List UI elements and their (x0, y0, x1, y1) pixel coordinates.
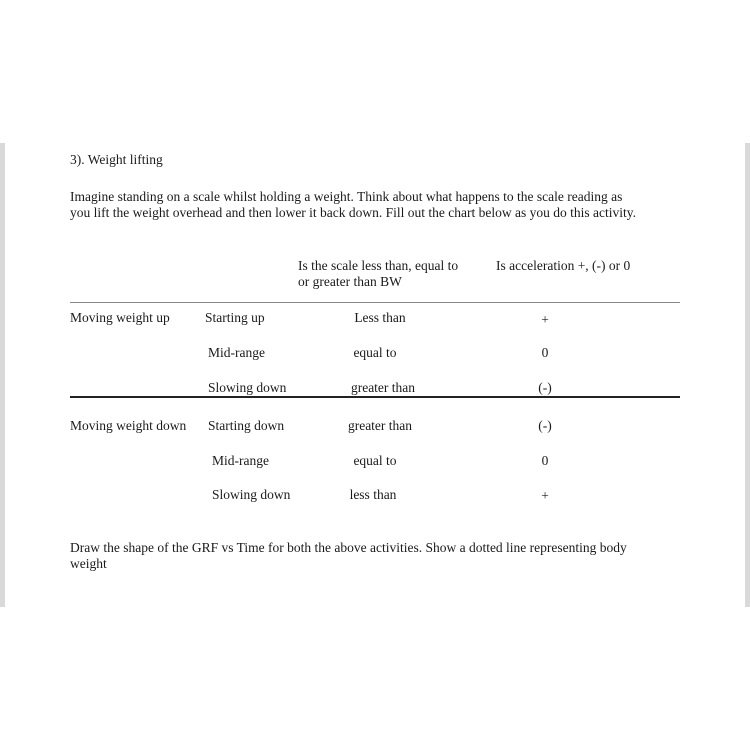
scale-cell: greater than (350, 380, 416, 395)
scale-cell: equal to (353, 453, 397, 468)
phase-cell: Slowing down (208, 380, 287, 395)
header-acceleration: Is acceleration +, (-) or 0 (496, 258, 631, 273)
instruction-line-1: Draw the shape of the GRF vs Time for both the above activities. Show a dotted line representing body (70, 540, 627, 555)
accel-cell: 0 (541, 345, 549, 360)
phase-cell: Slowing down (212, 487, 291, 502)
table-group-divider (70, 396, 680, 398)
section-heading: 3). Weight lifting (70, 152, 163, 167)
scale-cell: greater than (347, 418, 413, 433)
page-edge-right (745, 143, 750, 607)
table-top-rule (70, 302, 680, 303)
scale-cell: Less than (354, 310, 406, 325)
group-label-down: Moving weight down (70, 418, 187, 433)
phase-cell: Mid-range (212, 453, 269, 468)
accel-cell: + (541, 312, 549, 327)
accel-cell: + (541, 488, 549, 503)
group-label-up: Moving weight up (70, 310, 170, 325)
accel-cell: (-) (538, 418, 552, 433)
scale-cell: less than (349, 487, 397, 502)
page-edge-left (0, 143, 5, 607)
scale-cell: equal to (353, 345, 397, 360)
instruction-line-2: weight (70, 556, 107, 571)
phase-cell: Mid-range (208, 345, 265, 360)
header-scale-line-2: or greater than BW (298, 274, 402, 289)
intro-line-1: Imagine standing on a scale whilst holding a weight. Think about what happens to the scale reading as (70, 189, 623, 204)
header-scale-line-1: Is the scale less than, equal to (298, 258, 459, 273)
phase-cell: Starting up (205, 310, 265, 325)
accel-cell: (-) (538, 380, 552, 395)
intro-line-2: you lift the weight overhead and then lower it back down. Fill out the chart below as you do this activity. (70, 205, 636, 220)
accel-cell: 0 (541, 453, 549, 468)
phase-cell: Starting down (208, 418, 285, 433)
